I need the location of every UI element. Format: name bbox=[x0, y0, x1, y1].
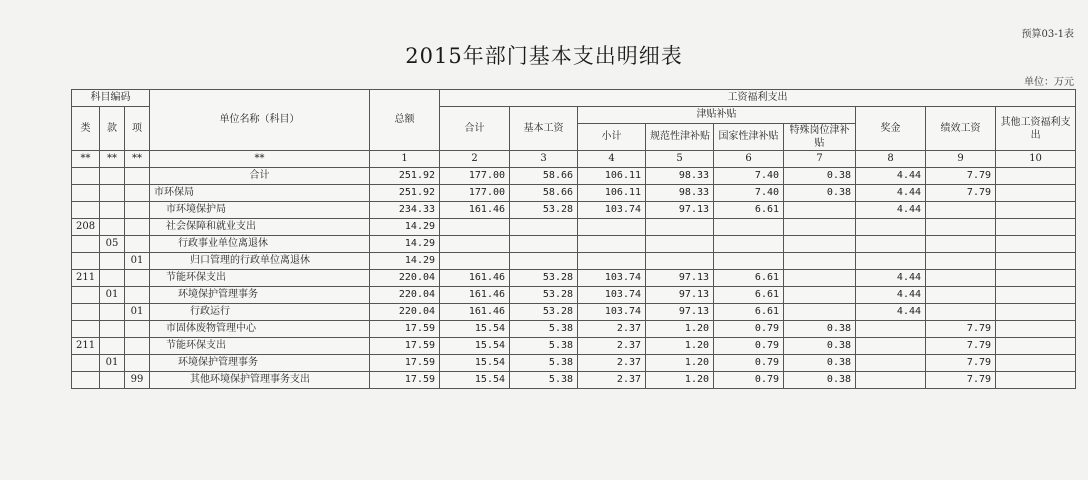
cell-xiang bbox=[125, 338, 150, 355]
cell-basic-wage: 58.66 bbox=[510, 185, 578, 202]
cell-standard-allowance bbox=[646, 253, 714, 270]
cell-kuan: 01 bbox=[100, 355, 125, 372]
cell-national-allowance: 0.79 bbox=[714, 372, 784, 389]
cell-xiang bbox=[125, 270, 150, 287]
cell-lei bbox=[72, 321, 100, 338]
cell-allowance-subtotal: 2.37 bbox=[578, 355, 646, 372]
cell-basic-wage: 53.28 bbox=[510, 287, 578, 304]
cell-unit-name: 社会保障和就业支出 bbox=[150, 219, 370, 236]
cell-subtotal: 15.54 bbox=[440, 372, 510, 389]
index-cell: ** bbox=[72, 151, 100, 168]
cell-basic-wage: 5.38 bbox=[510, 321, 578, 338]
table-row bbox=[72, 287, 1076, 304]
cell-special-post-allowance bbox=[784, 270, 856, 287]
cell-national-allowance: 0.79 bbox=[714, 338, 784, 355]
cell-performance-wage bbox=[926, 202, 996, 219]
cell-standard-allowance bbox=[646, 219, 714, 236]
cell-subtotal: 161.46 bbox=[440, 287, 510, 304]
cell-standard-allowance bbox=[646, 236, 714, 253]
cell-allowance-subtotal: 2.37 bbox=[578, 321, 646, 338]
cell-allowance-subtotal: 103.74 bbox=[578, 202, 646, 219]
cell-standard-allowance: 1.20 bbox=[646, 338, 714, 355]
cell-standard-allowance: 97.13 bbox=[646, 304, 714, 321]
cell-national-allowance: 0.79 bbox=[714, 355, 784, 372]
cell-total: 17.59 bbox=[370, 355, 440, 372]
cell-special-post-allowance: 0.38 bbox=[784, 185, 856, 202]
index-cell: 6 bbox=[714, 151, 784, 168]
table-row bbox=[72, 355, 1076, 372]
cell-other-wage bbox=[996, 185, 1076, 202]
cell-allowance-subtotal: 103.74 bbox=[578, 304, 646, 321]
cell-unit-name: 环境保护管理事务 bbox=[150, 287, 370, 304]
cell-bonus bbox=[856, 236, 926, 253]
cell-performance-wage: 7.79 bbox=[926, 321, 996, 338]
header-xiang: 项 bbox=[125, 107, 150, 151]
cell-xiang bbox=[125, 219, 150, 236]
header-kuan: 款 bbox=[100, 107, 125, 151]
cell-allowance-subtotal: 103.74 bbox=[578, 270, 646, 287]
cell-lei bbox=[72, 168, 100, 185]
cell-special-post-allowance bbox=[784, 304, 856, 321]
header-other-wage: 其他工资福利支出 bbox=[996, 107, 1076, 151]
cell-performance-wage bbox=[926, 219, 996, 236]
cell-xiang bbox=[125, 236, 150, 253]
cell-performance-wage: 7.79 bbox=[926, 338, 996, 355]
cell-allowance-subtotal: 2.37 bbox=[578, 372, 646, 389]
table-row bbox=[72, 253, 1076, 270]
cell-basic-wage: 5.38 bbox=[510, 338, 578, 355]
cell-performance-wage bbox=[926, 287, 996, 304]
cell-performance-wage bbox=[926, 253, 996, 270]
cell-other-wage bbox=[996, 219, 1076, 236]
cell-other-wage bbox=[996, 355, 1076, 372]
cell-total: 14.29 bbox=[370, 253, 440, 270]
cell-other-wage bbox=[996, 321, 1076, 338]
cell-total: 220.04 bbox=[370, 270, 440, 287]
cell-other-wage bbox=[996, 236, 1076, 253]
cell-standard-allowance: 97.13 bbox=[646, 270, 714, 287]
cell-subtotal: 177.00 bbox=[440, 168, 510, 185]
table-row bbox=[72, 168, 1076, 185]
cell-xiang bbox=[125, 202, 150, 219]
table-row bbox=[72, 270, 1076, 287]
cell-standard-allowance: 97.13 bbox=[646, 202, 714, 219]
cell-lei: 211 bbox=[72, 338, 100, 355]
cell-allowance-subtotal bbox=[578, 236, 646, 253]
cell-other-wage bbox=[996, 287, 1076, 304]
cell-allowance-subtotal: 103.74 bbox=[578, 287, 646, 304]
table-row bbox=[72, 219, 1076, 236]
cell-unit-name: 节能环保支出 bbox=[150, 270, 370, 287]
cell-bonus bbox=[856, 372, 926, 389]
cell-lei: 211 bbox=[72, 270, 100, 287]
cell-other-wage bbox=[996, 304, 1076, 321]
index-row bbox=[72, 151, 1076, 168]
cell-other-wage bbox=[996, 253, 1076, 270]
cell-special-post-allowance: 0.38 bbox=[784, 355, 856, 372]
cell-subtotal bbox=[440, 219, 510, 236]
cell-kuan bbox=[100, 219, 125, 236]
cell-lei bbox=[72, 253, 100, 270]
header-wage-welfare: 工资福利支出 bbox=[440, 90, 1076, 107]
cell-xiang: 99 bbox=[125, 372, 150, 389]
cell-subtotal: 177.00 bbox=[440, 185, 510, 202]
cell-performance-wage: 7.79 bbox=[926, 168, 996, 185]
cell-bonus: 4.44 bbox=[856, 287, 926, 304]
cell-unit-name: 市固体废物管理中心 bbox=[150, 321, 370, 338]
cell-unit-name: 其他环境保护管理事务支出 bbox=[150, 372, 370, 389]
cell-basic-wage bbox=[510, 236, 578, 253]
cell-unit-name: 市环保局 bbox=[150, 185, 370, 202]
cell-special-post-allowance bbox=[784, 287, 856, 304]
cell-national-allowance: 6.61 bbox=[714, 304, 784, 321]
cell-kuan bbox=[100, 321, 125, 338]
cell-basic-wage: 5.38 bbox=[510, 355, 578, 372]
cell-special-post-allowance bbox=[784, 236, 856, 253]
cell-special-post-allowance: 0.38 bbox=[784, 338, 856, 355]
index-cell: 4 bbox=[578, 151, 646, 168]
cell-other-wage bbox=[996, 270, 1076, 287]
cell-other-wage bbox=[996, 372, 1076, 389]
cell-lei bbox=[72, 202, 100, 219]
page-title: 2015年部门基本支出明细表 bbox=[405, 44, 683, 68]
cell-performance-wage: 7.79 bbox=[926, 355, 996, 372]
cell-national-allowance bbox=[714, 253, 784, 270]
header-lei: 类 bbox=[72, 107, 100, 151]
cell-lei: 208 bbox=[72, 219, 100, 236]
cell-kuan bbox=[100, 202, 125, 219]
cell-standard-allowance: 98.33 bbox=[646, 168, 714, 185]
cell-basic-wage: 53.28 bbox=[510, 270, 578, 287]
cell-basic-wage: 53.28 bbox=[510, 304, 578, 321]
index-cell: 3 bbox=[510, 151, 578, 168]
header-subject-code: 科目编码 bbox=[72, 90, 150, 107]
cell-standard-allowance: 1.20 bbox=[646, 355, 714, 372]
cell-basic-wage bbox=[510, 253, 578, 270]
cell-total: 14.29 bbox=[370, 219, 440, 236]
cell-subtotal: 15.54 bbox=[440, 355, 510, 372]
cell-lei bbox=[72, 287, 100, 304]
cell-kuan bbox=[100, 168, 125, 185]
cell-bonus: 4.44 bbox=[856, 202, 926, 219]
cell-performance-wage bbox=[926, 304, 996, 321]
cell-allowance-subtotal bbox=[578, 219, 646, 236]
cell-performance-wage: 7.79 bbox=[926, 185, 996, 202]
cell-lei bbox=[72, 372, 100, 389]
cell-allowance-subtotal: 2.37 bbox=[578, 338, 646, 355]
cell-kuan: 01 bbox=[100, 287, 125, 304]
cell-unit-name: 归口管理的行政单位离退休 bbox=[150, 253, 370, 270]
cell-subtotal bbox=[440, 236, 510, 253]
cell-unit-name: 合计 bbox=[150, 168, 370, 185]
cell-bonus bbox=[856, 338, 926, 355]
cell-bonus bbox=[856, 355, 926, 372]
cell-bonus: 4.44 bbox=[856, 270, 926, 287]
cell-basic-wage: 53.28 bbox=[510, 202, 578, 219]
cell-xiang bbox=[125, 185, 150, 202]
cell-national-allowance: 6.61 bbox=[714, 202, 784, 219]
table-row bbox=[72, 236, 1076, 253]
cell-total: 17.59 bbox=[370, 338, 440, 355]
header-allowance: 津贴补贴 bbox=[578, 107, 856, 124]
cell-kuan bbox=[100, 372, 125, 389]
unit-label: 单位：万元 bbox=[1024, 77, 1074, 88]
cell-national-allowance bbox=[714, 236, 784, 253]
header-national-allowance: 国家性津补贴 bbox=[714, 124, 784, 151]
cell-other-wage bbox=[996, 202, 1076, 219]
table-row bbox=[72, 304, 1076, 321]
cell-national-allowance bbox=[714, 219, 784, 236]
table-row bbox=[72, 372, 1076, 389]
cell-kuan bbox=[100, 270, 125, 287]
cell-subtotal: 15.54 bbox=[440, 338, 510, 355]
index-cell: 10 bbox=[996, 151, 1076, 168]
cell-unit-name: 市环境保护局 bbox=[150, 202, 370, 219]
cell-unit-name: 行政运行 bbox=[150, 304, 370, 321]
cell-performance-wage bbox=[926, 236, 996, 253]
cell-kuan: 05 bbox=[100, 236, 125, 253]
table-row bbox=[72, 185, 1076, 202]
header-total: 总额 bbox=[370, 90, 440, 151]
cell-kuan bbox=[100, 185, 125, 202]
cell-kuan bbox=[100, 304, 125, 321]
index-cell: 7 bbox=[784, 151, 856, 168]
cell-subtotal: 161.46 bbox=[440, 202, 510, 219]
cell-allowance-subtotal bbox=[578, 253, 646, 270]
cell-special-post-allowance bbox=[784, 219, 856, 236]
cell-bonus: 4.44 bbox=[856, 304, 926, 321]
cell-special-post-allowance: 0.38 bbox=[784, 168, 856, 185]
cell-standard-allowance: 1.20 bbox=[646, 321, 714, 338]
cell-total: 14.29 bbox=[370, 236, 440, 253]
index-cell: 1 bbox=[370, 151, 440, 168]
cell-allowance-subtotal: 106.11 bbox=[578, 185, 646, 202]
index-cell: 9 bbox=[926, 151, 996, 168]
cell-allowance-subtotal: 106.11 bbox=[578, 168, 646, 185]
cell-total: 17.59 bbox=[370, 321, 440, 338]
cell-total: 220.04 bbox=[370, 304, 440, 321]
header-performance-wage: 绩效工资 bbox=[926, 107, 996, 151]
header-special-post-allowance: 特殊岗位津补贴 bbox=[784, 124, 856, 151]
header-basic-wage: 基本工资 bbox=[510, 107, 578, 151]
cell-special-post-allowance: 0.38 bbox=[784, 372, 856, 389]
cell-bonus: 4.44 bbox=[856, 168, 926, 185]
cell-xiang bbox=[125, 321, 150, 338]
cell-xiang bbox=[125, 168, 150, 185]
cell-unit-name: 行政事业单位离退休 bbox=[150, 236, 370, 253]
table-row bbox=[72, 321, 1076, 338]
cell-lei bbox=[72, 304, 100, 321]
cell-lei bbox=[72, 185, 100, 202]
cell-unit-name: 节能环保支出 bbox=[150, 338, 370, 355]
header-allowance-subtotal: 小计 bbox=[578, 124, 646, 151]
cell-national-allowance: 0.79 bbox=[714, 321, 784, 338]
cell-national-allowance: 7.40 bbox=[714, 168, 784, 185]
cell-standard-allowance: 98.33 bbox=[646, 185, 714, 202]
index-cell: ** bbox=[150, 151, 370, 168]
cell-subtotal: 161.46 bbox=[440, 304, 510, 321]
cell-bonus: 4.44 bbox=[856, 185, 926, 202]
cell-lei bbox=[72, 236, 100, 253]
cell-basic-wage: 58.66 bbox=[510, 168, 578, 185]
cell-total: 234.33 bbox=[370, 202, 440, 219]
cell-xiang: 01 bbox=[125, 253, 150, 270]
cell-bonus bbox=[856, 219, 926, 236]
table-body bbox=[72, 168, 1076, 389]
cell-kuan bbox=[100, 253, 125, 270]
header-bonus: 奖金 bbox=[856, 107, 926, 151]
cell-total: 17.59 bbox=[370, 372, 440, 389]
cell-subtotal: 161.46 bbox=[440, 270, 510, 287]
cell-subtotal bbox=[440, 253, 510, 270]
cell-national-allowance: 6.61 bbox=[714, 287, 784, 304]
cell-total: 220.04 bbox=[370, 287, 440, 304]
budget-table bbox=[71, 89, 1076, 389]
cell-bonus bbox=[856, 321, 926, 338]
cell-basic-wage bbox=[510, 219, 578, 236]
cell-national-allowance: 6.61 bbox=[714, 270, 784, 287]
form-number: 预算03-1表 bbox=[1021, 29, 1074, 40]
cell-basic-wage: 5.38 bbox=[510, 372, 578, 389]
index-cell: ** bbox=[100, 151, 125, 168]
table-row bbox=[72, 338, 1076, 355]
cell-total: 251.92 bbox=[370, 185, 440, 202]
cell-standard-allowance: 97.13 bbox=[646, 287, 714, 304]
cell-performance-wage: 7.79 bbox=[926, 372, 996, 389]
header-unit-name: 单位名称（科目） bbox=[150, 90, 370, 151]
index-cell: 8 bbox=[856, 151, 926, 168]
cell-other-wage bbox=[996, 338, 1076, 355]
cell-xiang bbox=[125, 355, 150, 372]
header-subtotal: 合计 bbox=[440, 107, 510, 151]
cell-performance-wage bbox=[926, 270, 996, 287]
cell-subtotal: 15.54 bbox=[440, 321, 510, 338]
cell-national-allowance: 7.40 bbox=[714, 185, 784, 202]
cell-kuan bbox=[100, 338, 125, 355]
cell-total: 251.92 bbox=[370, 168, 440, 185]
index-cell: 5 bbox=[646, 151, 714, 168]
cell-xiang bbox=[125, 287, 150, 304]
cell-bonus bbox=[856, 253, 926, 270]
cell-special-post-allowance: 0.38 bbox=[784, 321, 856, 338]
cell-standard-allowance: 1.20 bbox=[646, 372, 714, 389]
cell-other-wage bbox=[996, 168, 1076, 185]
cell-special-post-allowance bbox=[784, 202, 856, 219]
table-row bbox=[72, 202, 1076, 219]
header-standard-allowance: 规范性津补贴 bbox=[646, 124, 714, 151]
cell-lei bbox=[72, 355, 100, 372]
cell-special-post-allowance bbox=[784, 253, 856, 270]
cell-unit-name: 环境保护管理事务 bbox=[150, 355, 370, 372]
index-cell: 2 bbox=[440, 151, 510, 168]
cell-xiang: 01 bbox=[125, 304, 150, 321]
index-cell: ** bbox=[125, 151, 150, 168]
